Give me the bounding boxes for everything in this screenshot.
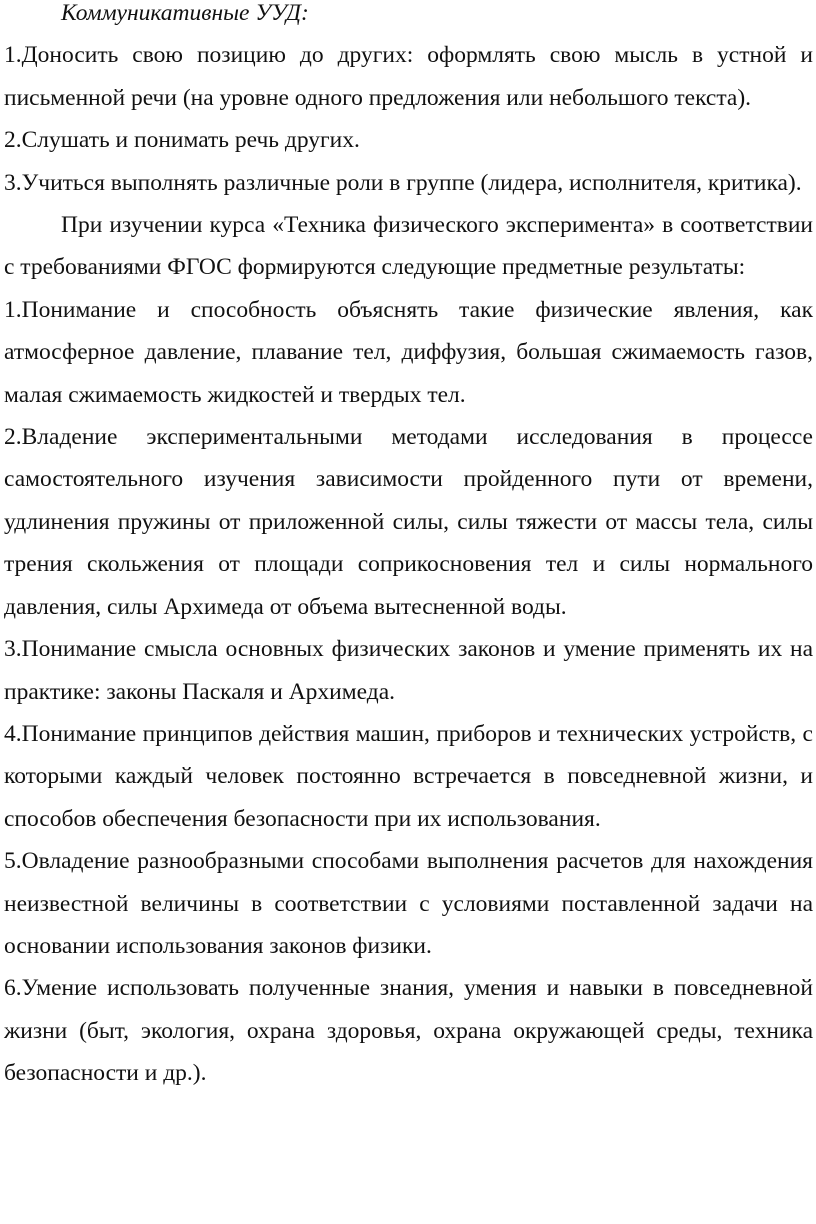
subject-result-2: 2.Владение экспериментальными методами исследования в процессе самостоятельного изучения зависимости пройденного пути от времени, удлинения пружины от приложенной силы, силы тяжести от массы тела, силы трения скольжения от площади соприкосновения тел и силы нормального давления, силы Архимеда от объема вытесненной воды. [4, 424, 813, 620]
subject-result-5: 5.Овладение разнообразными способами выполнения расчетов для нахождения неизвестной величины в соответствии с условиями поставленной задачи на основании использования законов физики. [4, 848, 813, 959]
communicative-item-3: 3.Учиться выполнять различные роли в группе (лидера, исполнителя, критика). [4, 169, 802, 196]
subject-result-1: 1.Понимание и способность объяснять такие физические явления, как атмосферное давление, плавание тел, диффузия, большая сжимаемость газов, малая сжимаемость жидкостей и твердых тел. [4, 296, 813, 408]
intro-paragraph: При изучении курса «Техника физического эксперимента» в соответствии с требованиями ФГОС формируются следующие предметные результаты: [4, 212, 813, 281]
communicative-item-1: 1.Доносить свою позицию до других: оформлять свою мысль в устной и письменной речи (на уровне одного предложения или небольшого текста). [4, 42, 813, 111]
subject-result-6: 6.Умение использовать полученные знания, умения и навыки в повседневной жизни (быт, экология, охрана здоровья, охрана окружающей среды, техника безопасности и др.). [4, 975, 813, 1087]
communicative-item-2: 2.Слушать и понимать речь других. [4, 127, 360, 154]
subject-result-3: 3.Понимание смысла основных физических законов и умение применять их на практике: законы Паскаля и Архимеда. [4, 636, 813, 705]
section-heading: Коммуникативные УУД: [61, 0, 309, 26]
subject-result-4: 4.Понимание принципов действия машин, приборов и технических устройств, с которыми каждый человек постоянно встречается в повседневной жизни, и способов обеспечения безопасности при их использования. [4, 720, 813, 832]
